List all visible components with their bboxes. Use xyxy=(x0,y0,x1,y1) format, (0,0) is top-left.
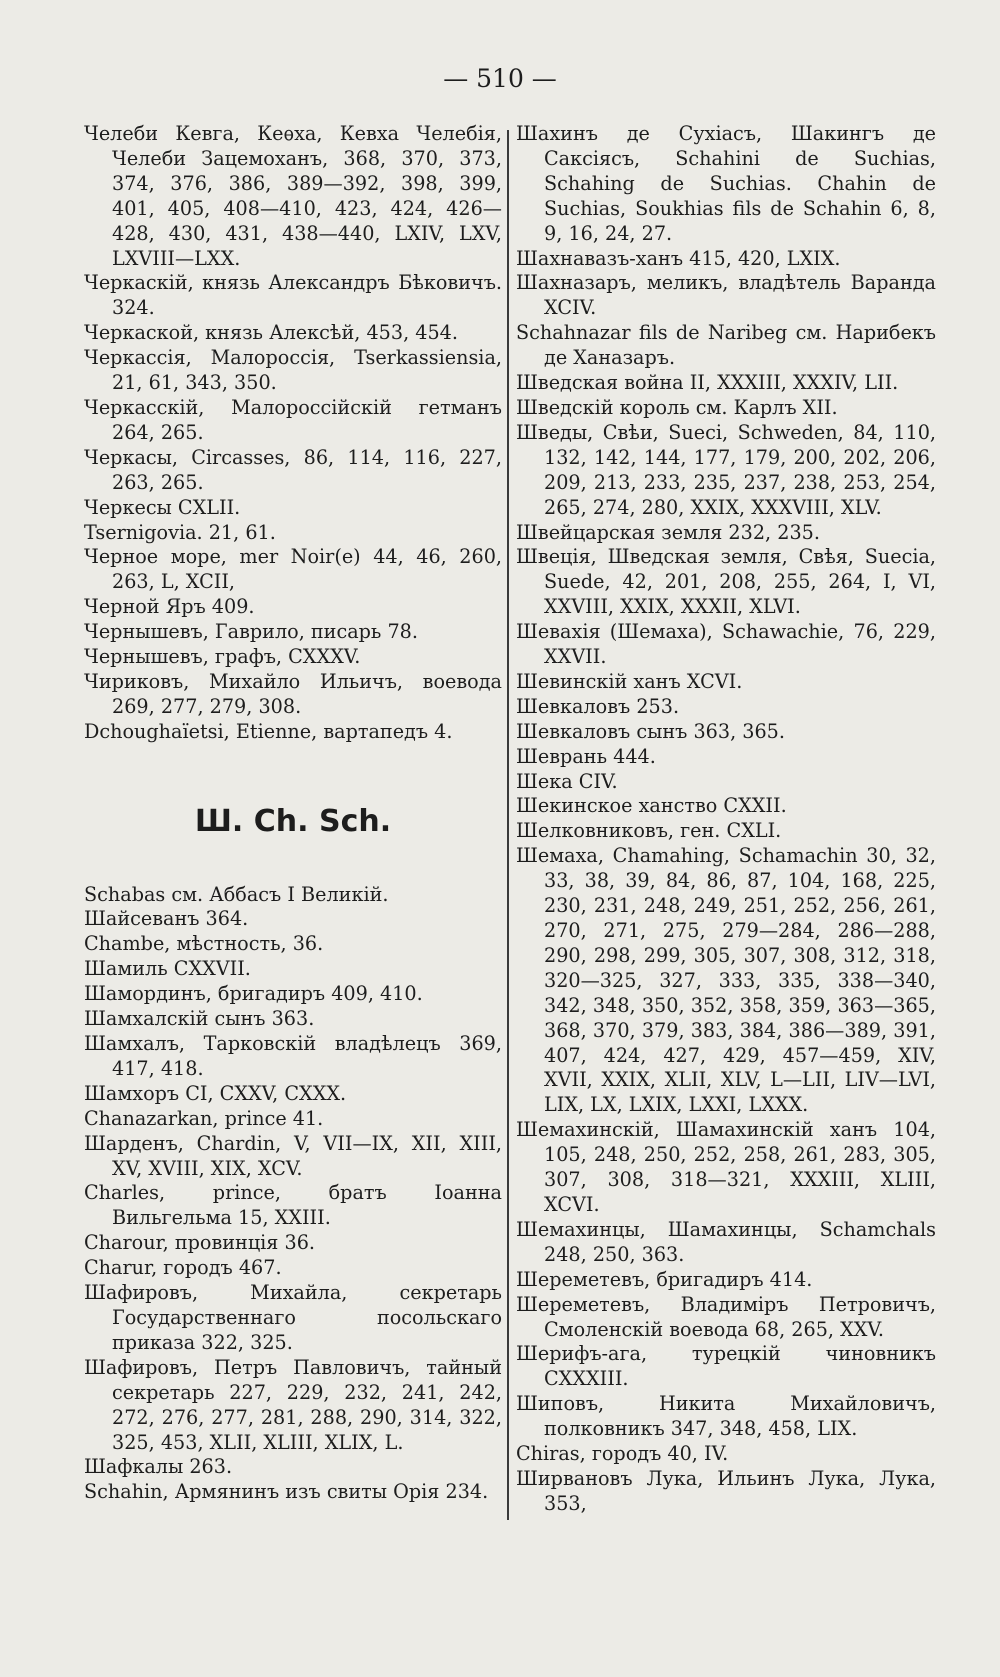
index-entry: Шекинское ханство CXXII. xyxy=(516,794,787,818)
index-entry: Шерифъ-ага, турецкій чиновникъ CXXXIII. xyxy=(516,1342,936,1391)
index-entry: Chambe, мѣстность, 36. xyxy=(84,932,324,956)
index-entry: Шевкаловъ 253. xyxy=(516,694,680,718)
index-entry: Charur, городъ 467. xyxy=(84,1256,282,1280)
index-entry: Черкаской, князь Алексѣй, 453, 454. xyxy=(84,321,458,345)
index-entry: Шамхоръ CI, CXXV, CXXX. xyxy=(84,1081,347,1105)
index-entry: Charour, провинція 36. xyxy=(84,1231,316,1255)
index-entry: Шведская война II, XXXIII, XXXIV, LII. xyxy=(516,371,899,395)
index-entry: Ширвановъ Лука, Ильинъ Лука, Лука, 353, xyxy=(516,1466,936,1515)
column-divider xyxy=(507,130,509,1520)
index-entry: Шафировъ, Петръ Павловичъ, тайный секретарь 227, 229, 232, 241, 242, 272, 276, 277, 281, 288, 290, 314, 322, 325, 453, XLII, XLIII, XLIX, L. xyxy=(84,1355,502,1454)
index-entry: Шемахинскій, Шамахинскій ханъ 104, 105, 248, 250, 252, 258, 261, 283, 305, 307, 308, 318—321, XXXIII, XLIII, XCVI. xyxy=(516,1118,936,1216)
index-entry: Чернышевъ, Гаврило, писарь 78. xyxy=(84,620,418,644)
index-entry: Шахнавазъ-ханъ 415, 420, LXIX. xyxy=(516,246,841,270)
index-entry: Шемаха, Chamahing, Schamachin 30, 32, 33, 38, 39, 84, 86, 87, 104, 168, 225, 230, 231, 248, 249, 251, 252, 256, 261, 270, 271, 275, 279—284, 286—288, 290, 298, 299, 305, 307, 308, 312, 318, 320—325, 327, 333, 335, 338—340, 342, 348, 350, 352, 358, 359, 363—365, 368, 370, 379, 383, 384, 386—389, 391, 407, 424, 427, 429, 457—459, XIV, XVII, XXIX, XLII, XLV, L—LII, LIV—LVI, LIX, LX, LXIX, LXXI, LXXX. xyxy=(516,844,936,1117)
index-entry: Шведы, Свѣи, Sueci, Schweden, 84, 110, 132, 142, 144, 177, 179, 200, 202, 206, 209, 213, 233, 235, 237, 238, 253, 254, 265, 274, 280, XXIX, XXXVIII, XLV. xyxy=(516,420,936,519)
index-entry: Шека CIV. xyxy=(516,769,618,793)
index-entry: Черкасскій, Малороссійскій гетманъ 264, 265. xyxy=(84,395,502,444)
index-entry: Швейцарская земля 232, 235. xyxy=(516,520,820,544)
entries-top xyxy=(84,122,502,745)
index-entry: Чириковъ, Михайло Ильичъ, воевода 269, 277, 279, 308. xyxy=(84,669,502,718)
index-entry: Черное море, mer Noir(e) 44, 46, 260, 263, L, XCII, xyxy=(84,545,502,594)
index-entry: Шевахія (Шемаха), Schawachie, 76, 229, XXVII. xyxy=(516,620,936,669)
index-entry: Dchoughaïetsi, Etienne, вартапедъ 4. xyxy=(84,719,453,743)
entries-bottom xyxy=(84,883,502,1506)
page-number: — 510 — xyxy=(443,64,557,93)
index-entry: Шамиль CXXVII. xyxy=(84,957,251,981)
index-entry: Шелковниковъ, ген. CXLI. xyxy=(516,819,782,843)
index-entry: Челеби Кевга, Кеѳха, Кевха Челебія, Челеби Зацемоханъ, 368, 370, 373, 374, 376, 386, 389—392, 398, 399, 401, 405, 408—410, 423, 424, 426—428, 430, 431, 438—440, LXIV, LXV, LXVIII—LXX. xyxy=(84,122,502,270)
index-entry: Tsernigovia. 21, 61. xyxy=(84,520,276,544)
index-entry: Черкаскій, князь Александръ Бѣковичъ. 324. xyxy=(84,271,502,320)
index-entry: Шамординъ, бригадиръ 409, 410. xyxy=(84,982,423,1006)
index-entry: Шафкалы 263. xyxy=(84,1455,233,1479)
index-entry: Шайсеванъ 364. xyxy=(84,907,249,931)
index-entry: Шарденъ, Chardin, V, VII—IX, XII, XIII, XV, XVIII, XIX, XCV. xyxy=(84,1131,502,1180)
index-entry: Schahnazar fils de Naribeg см. Нарибекъ де Ханазаръ. xyxy=(516,321,936,370)
index-entry: Швеція, Шведская земля, Свѣя, Suecia, Suede, 42, 201, 208, 255, 264, I, VI, XXVIII, XXIX, XXXII, XLVI. xyxy=(516,545,936,619)
index-entry: Черной Яръ 409. xyxy=(84,595,255,619)
index-entry: Chiras, городъ 40, IV. xyxy=(516,1442,729,1466)
index-entry: Шафировъ, Михайла, секретарь Государственнаго посольскаго приказа 322, 325. xyxy=(84,1281,502,1354)
index-entry: Schabas см. Аббасъ I Великій. xyxy=(84,882,389,906)
index-entry: Шевкаловъ сынъ 363, 365. xyxy=(516,719,785,743)
index-entry: Шемахинцы, Шамахинцы, Schamchals 248, 250, 363. xyxy=(516,1217,936,1266)
index-entry: Шевинскій ханъ XCVI. xyxy=(516,669,743,693)
index-entry: Шереметевъ, бригадиръ 414. xyxy=(516,1267,813,1291)
index-entry: Chanazarkan, prince 41. xyxy=(84,1106,324,1130)
index-entry: Черкесы CXLII. xyxy=(84,495,241,519)
index-entry: Шиповъ, Никита Михайловичъ, полковникъ 347, 348, 458, LIX. xyxy=(516,1392,936,1441)
index-entry: Чернышевъ, графъ, CXXXV. xyxy=(84,645,361,669)
index-entry: Черкасы, Circasses, 86, 114, 116, 227, 263, 265. xyxy=(84,445,502,494)
index-entry: Charles, prince, братъ Іоанна Вильгельма 15, XXIII. xyxy=(84,1181,502,1230)
index-entry: Шведскій король см. Карлъ XII. xyxy=(516,395,838,419)
index-entry: Шахназаръ, меликъ, владѣтель Варанда XCIV. xyxy=(516,271,936,320)
index-column-left xyxy=(84,122,502,1505)
index-entry: Шахинъ де Сухіасъ, Шакингъ де Саксіясъ, Schahini de Suchias, Schahing de Suchias. Chahin de Suchias, Soukhias fils de Schahin 6, 8, 9, 16, 24, 27. xyxy=(516,122,936,245)
index-column-right xyxy=(516,122,936,1517)
section-heading: Ш. Ch. Sch. xyxy=(194,803,392,839)
index-entry: Черкассія, Малороссія, Tserkassiensia, 21, 61, 343, 350. xyxy=(84,346,502,395)
index-entry: Шамхалскій сынъ 363. xyxy=(84,1007,315,1031)
index-entry: Шамхалъ, Тарковскій владѣлецъ 369, 417, 418. xyxy=(84,1032,502,1080)
index-entry: Шеврань 444. xyxy=(516,744,656,768)
index-entry: Шереметевъ, Владиміръ Петровичъ, Смоленскій воевода 68, 265, XXV. xyxy=(516,1292,936,1341)
index-entry: Schahin, Армянинъ изъ свиты Орія 234. xyxy=(84,1480,489,1504)
